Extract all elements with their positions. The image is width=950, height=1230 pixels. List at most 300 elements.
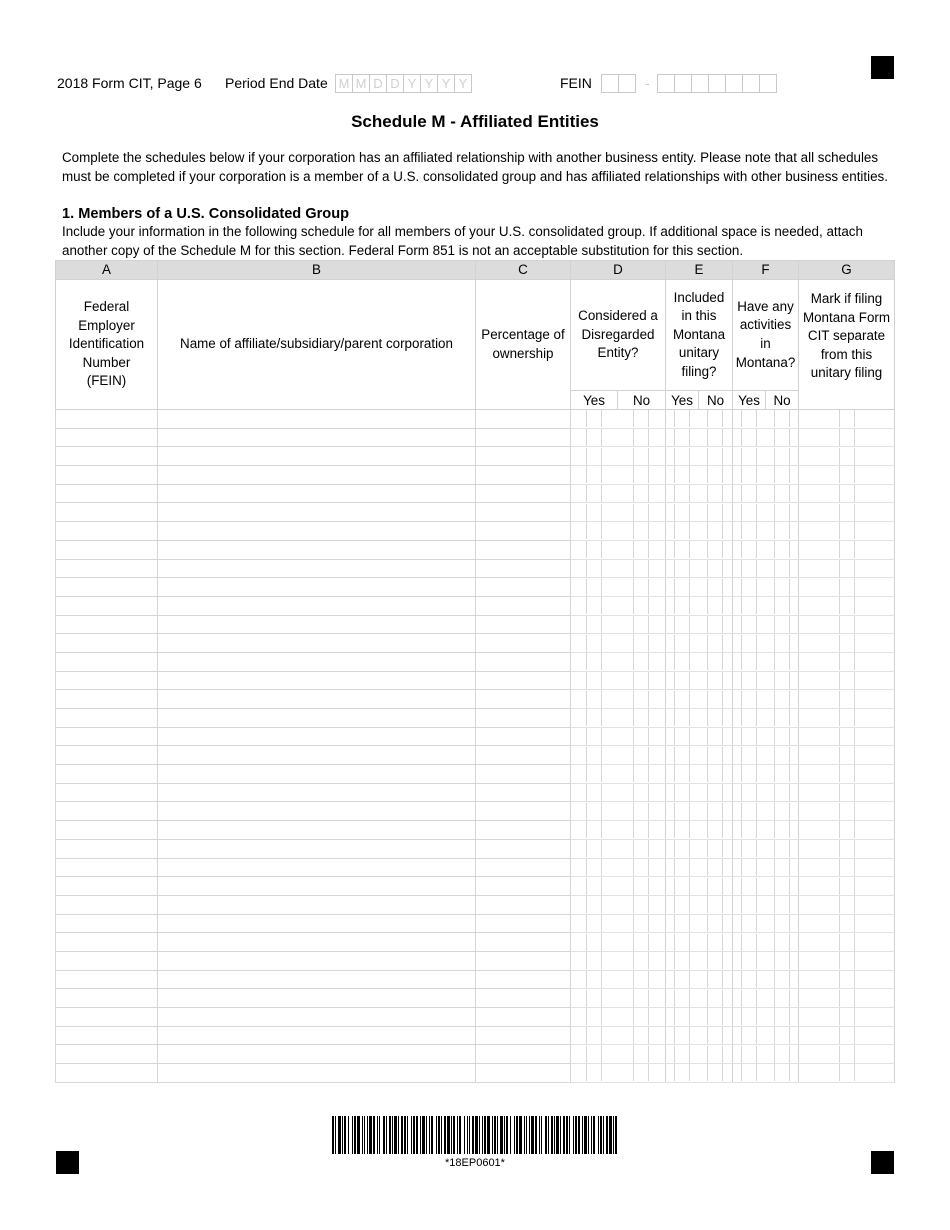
name-cell[interactable] — [158, 951, 476, 970]
checkbox-box[interactable] — [839, 971, 855, 988]
checkbox-box[interactable] — [839, 952, 855, 969]
f-yes-checkbox[interactable] — [733, 578, 766, 597]
checkbox-box[interactable] — [741, 691, 757, 708]
name-cell[interactable] — [158, 634, 476, 653]
name-cell[interactable] — [158, 503, 476, 522]
name-cell[interactable] — [158, 1045, 476, 1064]
f-yes-checkbox[interactable] — [733, 428, 766, 447]
checkbox-box[interactable] — [586, 560, 602, 577]
fein-cell[interactable] — [56, 989, 158, 1008]
e-yes-checkbox[interactable] — [666, 410, 699, 429]
e-no-checkbox[interactable] — [699, 858, 733, 877]
percentage-cell[interactable] — [476, 1008, 571, 1027]
percentage-cell[interactable] — [476, 578, 571, 597]
g-checkbox[interactable] — [799, 877, 895, 896]
checkbox-box[interactable] — [839, 541, 855, 558]
d-no-checkbox[interactable] — [618, 615, 666, 634]
checkbox-box[interactable] — [633, 541, 649, 558]
checkbox-box[interactable] — [741, 934, 757, 951]
g-checkbox[interactable] — [799, 559, 895, 578]
e-yes-checkbox[interactable] — [666, 970, 699, 989]
checkbox-box[interactable] — [707, 579, 723, 596]
percentage-cell[interactable] — [476, 596, 571, 615]
f-yes-checkbox[interactable] — [733, 1045, 766, 1064]
d-no-checkbox[interactable] — [618, 727, 666, 746]
checkbox-box[interactable] — [774, 784, 790, 801]
g-checkbox[interactable] — [799, 652, 895, 671]
e-yes-checkbox[interactable] — [666, 559, 699, 578]
f-no-checkbox[interactable] — [766, 484, 799, 503]
e-no-checkbox[interactable] — [699, 765, 733, 784]
checkbox-box[interactable] — [586, 466, 602, 483]
e-yes-checkbox[interactable] — [666, 634, 699, 653]
checkbox-box[interactable] — [707, 990, 723, 1007]
checkbox-box[interactable] — [774, 541, 790, 558]
e-yes-checkbox[interactable] — [666, 783, 699, 802]
checkbox-box[interactable] — [633, 597, 649, 614]
f-no-checkbox[interactable] — [766, 596, 799, 615]
checkbox-box[interactable] — [741, 653, 757, 670]
d-yes-checkbox[interactable] — [571, 410, 618, 429]
fein-cell[interactable] — [56, 858, 158, 877]
d-no-checkbox[interactable] — [618, 1064, 666, 1083]
g-checkbox[interactable] — [799, 690, 895, 709]
f-no-checkbox[interactable] — [766, 466, 799, 485]
name-cell[interactable] — [158, 484, 476, 503]
checkbox-box[interactable] — [707, 1046, 723, 1063]
fein-cell[interactable] — [56, 914, 158, 933]
g-checkbox[interactable] — [799, 447, 895, 466]
fein-cell[interactable] — [56, 634, 158, 653]
checkbox-box[interactable] — [741, 429, 757, 446]
date-digit-box[interactable]: Y — [420, 74, 438, 93]
e-no-checkbox[interactable] — [699, 1045, 733, 1064]
fein-cell[interactable] — [56, 503, 158, 522]
e-no-checkbox[interactable] — [699, 821, 733, 840]
checkbox-box[interactable] — [633, 448, 649, 465]
f-no-checkbox[interactable] — [766, 765, 799, 784]
g-checkbox[interactable] — [799, 914, 895, 933]
e-no-checkbox[interactable] — [699, 1008, 733, 1027]
name-cell[interactable] — [158, 877, 476, 896]
e-yes-checkbox[interactable] — [666, 746, 699, 765]
d-no-checkbox[interactable] — [618, 821, 666, 840]
e-no-checkbox[interactable] — [699, 877, 733, 896]
name-cell[interactable] — [158, 671, 476, 690]
checkbox-box[interactable] — [674, 1027, 690, 1044]
checkbox-box[interactable] — [633, 560, 649, 577]
checkbox-box[interactable] — [774, 653, 790, 670]
e-yes-checkbox[interactable] — [666, 1026, 699, 1045]
name-cell[interactable] — [158, 1008, 476, 1027]
d-no-checkbox[interactable] — [618, 410, 666, 429]
checkbox-box[interactable] — [774, 878, 790, 895]
checkbox-box[interactable] — [586, 1064, 602, 1081]
checkbox-box[interactable] — [839, 1027, 855, 1044]
e-no-checkbox[interactable] — [699, 540, 733, 559]
g-checkbox[interactable] — [799, 821, 895, 840]
percentage-cell[interactable] — [476, 559, 571, 578]
fein-cell[interactable] — [56, 690, 158, 709]
f-yes-checkbox[interactable] — [733, 522, 766, 541]
f-no-checkbox[interactable] — [766, 895, 799, 914]
checkbox-box[interactable] — [633, 728, 649, 745]
fein-cell[interactable] — [56, 1045, 158, 1064]
d-yes-checkbox[interactable] — [571, 484, 618, 503]
name-cell[interactable] — [158, 765, 476, 784]
checkbox-box[interactable] — [633, 429, 649, 446]
checkbox-box[interactable] — [707, 878, 723, 895]
checkbox-box[interactable] — [839, 784, 855, 801]
d-yes-checkbox[interactable] — [571, 989, 618, 1008]
percentage-cell[interactable] — [476, 821, 571, 840]
d-no-checkbox[interactable] — [618, 466, 666, 485]
e-yes-checkbox[interactable] — [666, 709, 699, 728]
checkbox-box[interactable] — [774, 672, 790, 689]
checkbox-box[interactable] — [707, 1027, 723, 1044]
e-no-checkbox[interactable] — [699, 484, 733, 503]
checkbox-box[interactable] — [774, 990, 790, 1007]
checkbox-box[interactable] — [707, 896, 723, 913]
checkbox-box[interactable] — [741, 728, 757, 745]
f-yes-checkbox[interactable] — [733, 839, 766, 858]
percentage-cell[interactable] — [476, 765, 571, 784]
checkbox-box[interactable] — [586, 504, 602, 521]
e-yes-checkbox[interactable] — [666, 1008, 699, 1027]
d-no-checkbox[interactable] — [618, 839, 666, 858]
g-checkbox[interactable] — [799, 410, 895, 429]
checkbox-box[interactable] — [707, 635, 723, 652]
e-yes-checkbox[interactable] — [666, 447, 699, 466]
checkbox-box[interactable] — [741, 1008, 757, 1025]
e-yes-checkbox[interactable] — [666, 596, 699, 615]
checkbox-box[interactable] — [707, 784, 723, 801]
checkbox-box[interactable] — [774, 803, 790, 820]
checkbox-box[interactable] — [741, 952, 757, 969]
fein-cell[interactable] — [56, 802, 158, 821]
checkbox-box[interactable] — [633, 821, 649, 838]
checkbox-box[interactable] — [674, 691, 690, 708]
e-yes-checkbox[interactable] — [666, 877, 699, 896]
f-yes-checkbox[interactable] — [733, 596, 766, 615]
e-yes-checkbox[interactable] — [666, 858, 699, 877]
d-no-checkbox[interactable] — [618, 895, 666, 914]
d-yes-checkbox[interactable] — [571, 690, 618, 709]
g-checkbox[interactable] — [799, 1045, 895, 1064]
percentage-cell[interactable] — [476, 970, 571, 989]
g-checkbox[interactable] — [799, 1064, 895, 1083]
f-yes-checkbox[interactable] — [733, 559, 766, 578]
checkbox-box[interactable] — [586, 859, 602, 876]
d-yes-checkbox[interactable] — [571, 951, 618, 970]
checkbox-box[interactable] — [674, 821, 690, 838]
d-no-checkbox[interactable] — [618, 1008, 666, 1027]
date-digit-box[interactable]: M — [335, 74, 353, 93]
g-checkbox[interactable] — [799, 970, 895, 989]
d-yes-checkbox[interactable] — [571, 933, 618, 952]
checkbox-box[interactable] — [707, 821, 723, 838]
checkbox-box[interactable] — [839, 990, 855, 1007]
e-yes-checkbox[interactable] — [666, 1064, 699, 1083]
d-yes-checkbox[interactable] — [571, 895, 618, 914]
checkbox-box[interactable] — [774, 448, 790, 465]
d-yes-checkbox[interactable] — [571, 671, 618, 690]
f-yes-checkbox[interactable] — [733, 690, 766, 709]
checkbox-box[interactable] — [707, 765, 723, 782]
name-cell[interactable] — [158, 970, 476, 989]
percentage-cell[interactable] — [476, 709, 571, 728]
percentage-cell[interactable] — [476, 503, 571, 522]
e-yes-checkbox[interactable] — [666, 821, 699, 840]
date-digit-box[interactable]: M — [352, 74, 370, 93]
fein-digit-box[interactable] — [618, 74, 636, 93]
d-no-checkbox[interactable] — [618, 596, 666, 615]
fein-cell[interactable] — [56, 709, 158, 728]
checkbox-box[interactable] — [707, 803, 723, 820]
g-checkbox[interactable] — [799, 596, 895, 615]
d-yes-checkbox[interactable] — [571, 1045, 618, 1064]
e-yes-checkbox[interactable] — [666, 933, 699, 952]
checkbox-box[interactable] — [839, 504, 855, 521]
d-no-checkbox[interactable] — [618, 540, 666, 559]
checkbox-box[interactable] — [674, 709, 690, 726]
f-no-checkbox[interactable] — [766, 428, 799, 447]
checkbox-box[interactable] — [774, 410, 790, 427]
percentage-cell[interactable] — [476, 615, 571, 634]
checkbox-box[interactable] — [774, 765, 790, 782]
g-checkbox[interactable] — [799, 839, 895, 858]
checkbox-box[interactable] — [586, 709, 602, 726]
e-yes-checkbox[interactable] — [666, 951, 699, 970]
f-no-checkbox[interactable] — [766, 989, 799, 1008]
checkbox-box[interactable] — [707, 709, 723, 726]
e-no-checkbox[interactable] — [699, 466, 733, 485]
checkbox-box[interactable] — [774, 896, 790, 913]
g-checkbox[interactable] — [799, 746, 895, 765]
checkbox-box[interactable] — [741, 840, 757, 857]
checkbox-box[interactable] — [741, 635, 757, 652]
percentage-cell[interactable] — [476, 877, 571, 896]
g-checkbox[interactable] — [799, 989, 895, 1008]
checkbox-box[interactable] — [707, 560, 723, 577]
checkbox-box[interactable] — [674, 466, 690, 483]
name-cell[interactable] — [158, 1026, 476, 1045]
e-yes-checkbox[interactable] — [666, 484, 699, 503]
d-yes-checkbox[interactable] — [571, 615, 618, 634]
d-yes-checkbox[interactable] — [571, 727, 618, 746]
d-yes-checkbox[interactable] — [571, 559, 618, 578]
checkbox-box[interactable] — [839, 560, 855, 577]
checkbox-box[interactable] — [839, 635, 855, 652]
d-yes-checkbox[interactable] — [571, 1008, 618, 1027]
f-yes-checkbox[interactable] — [733, 970, 766, 989]
checkbox-box[interactable] — [674, 504, 690, 521]
d-yes-checkbox[interactable] — [571, 522, 618, 541]
f-no-checkbox[interactable] — [766, 709, 799, 728]
checkbox-box[interactable] — [674, 410, 690, 427]
fein-cell[interactable] — [56, 1064, 158, 1083]
f-yes-checkbox[interactable] — [733, 783, 766, 802]
d-yes-checkbox[interactable] — [571, 1026, 618, 1045]
checkbox-box[interactable] — [741, 466, 757, 483]
g-checkbox[interactable] — [799, 1026, 895, 1045]
checkbox-box[interactable] — [633, 709, 649, 726]
e-no-checkbox[interactable] — [699, 933, 733, 952]
checkbox-box[interactable] — [674, 840, 690, 857]
e-no-checkbox[interactable] — [699, 970, 733, 989]
f-yes-checkbox[interactable] — [733, 933, 766, 952]
name-cell[interactable] — [158, 596, 476, 615]
f-yes-checkbox[interactable] — [733, 709, 766, 728]
d-yes-checkbox[interactable] — [571, 858, 618, 877]
name-cell[interactable] — [158, 727, 476, 746]
f-yes-checkbox[interactable] — [733, 802, 766, 821]
checkbox-box[interactable] — [774, 466, 790, 483]
checkbox-box[interactable] — [839, 485, 855, 502]
fein-cell[interactable] — [56, 839, 158, 858]
f-no-checkbox[interactable] — [766, 821, 799, 840]
d-no-checkbox[interactable] — [618, 447, 666, 466]
checkbox-box[interactable] — [707, 691, 723, 708]
name-cell[interactable] — [158, 540, 476, 559]
percentage-cell[interactable] — [476, 410, 571, 429]
d-yes-checkbox[interactable] — [571, 447, 618, 466]
d-no-checkbox[interactable] — [618, 690, 666, 709]
checkbox-box[interactable] — [633, 635, 649, 652]
checkbox-box[interactable] — [839, 410, 855, 427]
g-checkbox[interactable] — [799, 783, 895, 802]
checkbox-box[interactable] — [633, 1027, 649, 1044]
checkbox-box[interactable] — [674, 579, 690, 596]
f-no-checkbox[interactable] — [766, 783, 799, 802]
checkbox-box[interactable] — [774, 859, 790, 876]
percentage-cell[interactable] — [476, 540, 571, 559]
g-checkbox[interactable] — [799, 503, 895, 522]
f-no-checkbox[interactable] — [766, 877, 799, 896]
checkbox-box[interactable] — [674, 765, 690, 782]
checkbox-box[interactable] — [586, 840, 602, 857]
name-cell[interactable] — [158, 1064, 476, 1083]
checkbox-box[interactable] — [633, 840, 649, 857]
checkbox-box[interactable] — [839, 878, 855, 895]
checkbox-box[interactable] — [741, 560, 757, 577]
checkbox-box[interactable] — [741, 597, 757, 614]
checkbox-box[interactable] — [586, 691, 602, 708]
fein-suffix-input[interactable] — [658, 74, 777, 93]
name-cell[interactable] — [158, 578, 476, 597]
g-checkbox[interactable] — [799, 1008, 895, 1027]
f-yes-checkbox[interactable] — [733, 671, 766, 690]
d-yes-checkbox[interactable] — [571, 765, 618, 784]
checkbox-box[interactable] — [774, 1046, 790, 1063]
g-checkbox[interactable] — [799, 634, 895, 653]
f-yes-checkbox[interactable] — [733, 447, 766, 466]
checkbox-box[interactable] — [839, 1064, 855, 1081]
e-yes-checkbox[interactable] — [666, 522, 699, 541]
checkbox-box[interactable] — [586, 878, 602, 895]
checkbox-box[interactable] — [707, 504, 723, 521]
g-checkbox[interactable] — [799, 765, 895, 784]
d-no-checkbox[interactable] — [618, 652, 666, 671]
checkbox-box[interactable] — [741, 485, 757, 502]
checkbox-box[interactable] — [586, 765, 602, 782]
fein-digit-box[interactable] — [674, 74, 692, 93]
checkbox-box[interactable] — [674, 616, 690, 633]
d-no-checkbox[interactable] — [618, 951, 666, 970]
fein-digit-box[interactable] — [657, 74, 675, 93]
name-cell[interactable] — [158, 895, 476, 914]
g-checkbox[interactable] — [799, 858, 895, 877]
e-yes-checkbox[interactable] — [666, 615, 699, 634]
f-yes-checkbox[interactable] — [733, 540, 766, 559]
checkbox-box[interactable] — [633, 616, 649, 633]
d-no-checkbox[interactable] — [618, 783, 666, 802]
checkbox-box[interactable] — [633, 952, 649, 969]
d-yes-checkbox[interactable] — [571, 634, 618, 653]
checkbox-box[interactable] — [707, 747, 723, 764]
checkbox-box[interactable] — [674, 747, 690, 764]
checkbox-box[interactable] — [674, 859, 690, 876]
f-yes-checkbox[interactable] — [733, 821, 766, 840]
d-yes-checkbox[interactable] — [571, 746, 618, 765]
checkbox-box[interactable] — [586, 597, 602, 614]
name-cell[interactable] — [158, 709, 476, 728]
fein-digit-box[interactable] — [601, 74, 619, 93]
checkbox-box[interactable] — [774, 429, 790, 446]
checkbox-box[interactable] — [774, 560, 790, 577]
checkbox-box[interactable] — [674, 448, 690, 465]
checkbox-box[interactable] — [741, 709, 757, 726]
g-checkbox[interactable] — [799, 578, 895, 597]
checkbox-box[interactable] — [633, 990, 649, 1007]
g-checkbox[interactable] — [799, 540, 895, 559]
percentage-cell[interactable] — [476, 1045, 571, 1064]
checkbox-box[interactable] — [674, 971, 690, 988]
e-yes-checkbox[interactable] — [666, 895, 699, 914]
f-no-checkbox[interactable] — [766, 914, 799, 933]
checkbox-box[interactable] — [586, 952, 602, 969]
d-no-checkbox[interactable] — [618, 765, 666, 784]
checkbox-box[interactable] — [774, 597, 790, 614]
checkbox-box[interactable] — [586, 579, 602, 596]
d-no-checkbox[interactable] — [618, 858, 666, 877]
d-yes-checkbox[interactable] — [571, 652, 618, 671]
checkbox-box[interactable] — [707, 1064, 723, 1081]
checkbox-box[interactable] — [774, 915, 790, 932]
fein-cell[interactable] — [56, 951, 158, 970]
f-yes-checkbox[interactable] — [733, 895, 766, 914]
checkbox-box[interactable] — [586, 522, 602, 539]
f-yes-checkbox[interactable] — [733, 989, 766, 1008]
percentage-cell[interactable] — [476, 839, 571, 858]
e-yes-checkbox[interactable] — [666, 1045, 699, 1064]
checkbox-box[interactable] — [839, 728, 855, 745]
checkbox-box[interactable] — [586, 896, 602, 913]
checkbox-box[interactable] — [633, 1046, 649, 1063]
e-yes-checkbox[interactable] — [666, 540, 699, 559]
checkbox-box[interactable] — [774, 728, 790, 745]
percentage-cell[interactable] — [476, 690, 571, 709]
checkbox-box[interactable] — [586, 971, 602, 988]
checkbox-box[interactable] — [774, 616, 790, 633]
g-checkbox[interactable] — [799, 671, 895, 690]
checkbox-box[interactable] — [674, 934, 690, 951]
fein-cell[interactable] — [56, 578, 158, 597]
checkbox-box[interactable] — [633, 504, 649, 521]
percentage-cell[interactable] — [476, 746, 571, 765]
name-cell[interactable] — [158, 839, 476, 858]
e-no-checkbox[interactable] — [699, 447, 733, 466]
